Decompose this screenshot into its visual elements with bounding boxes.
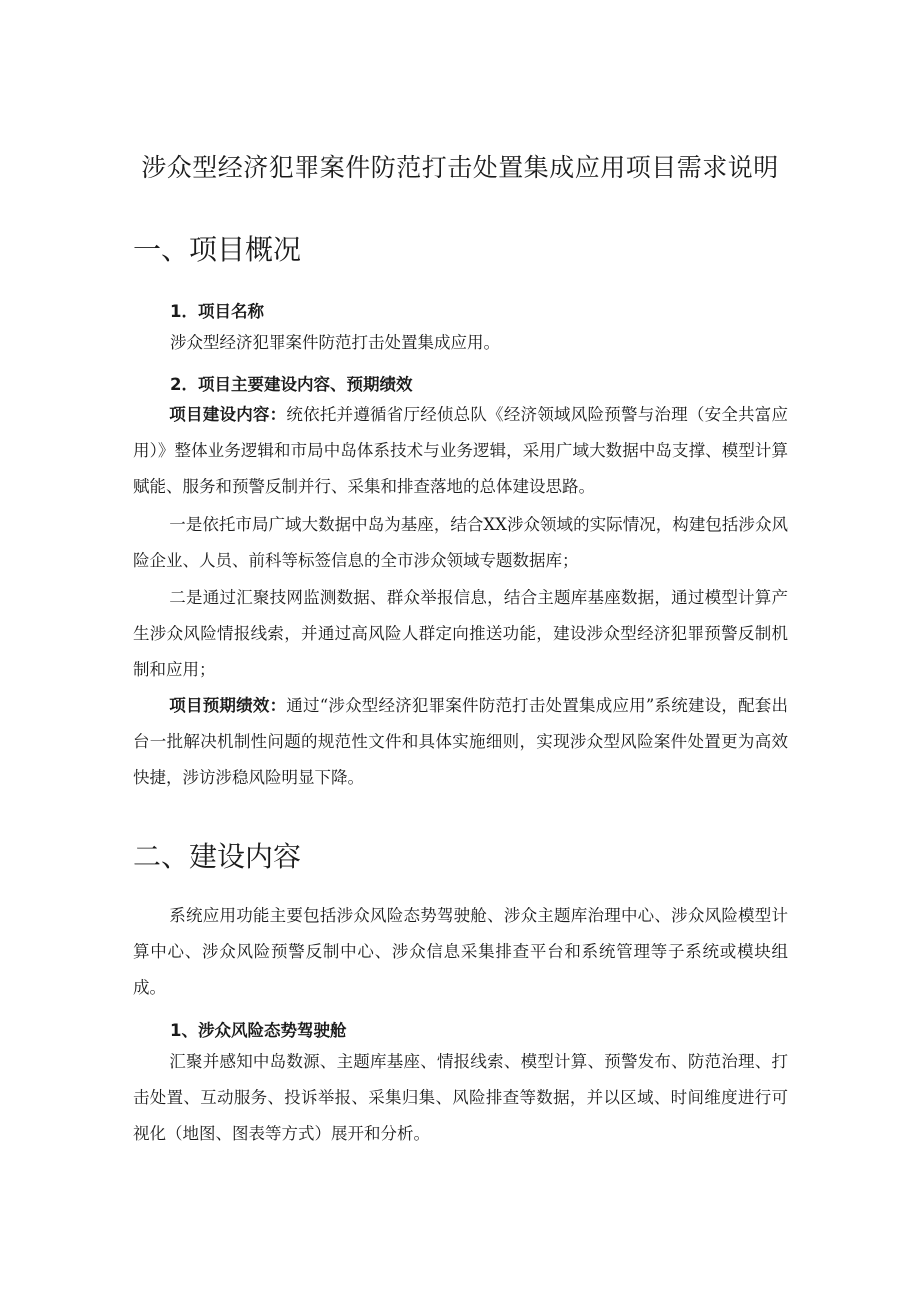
expected-performance-paragraph xyxy=(133,688,788,796)
expected-performance-label: 项目预期绩效： xyxy=(169,696,287,715)
item-heading-content-performance: 2．项目主要建设内容、预期绩效 xyxy=(170,375,413,394)
document-title: 涉众型经济犯罪案件防范打击处置集成应用项目需求说明 xyxy=(141,153,779,182)
section-heading-overview: 一、项目概况 xyxy=(133,233,302,266)
construction-content-label: 项目建设内容： xyxy=(169,405,287,424)
construction-content-text: 统依托并遵循省厅经侦总队《经济领域风险预警与治理（安全共富应用）》整体业务逻辑和市局中岛体系技术与业务逻辑，采用广域大数据中岛支撑、模型计算赋能、服务和预警反制并行、采集和排查落地的总体建设思路。 xyxy=(133,405,789,496)
project-name-text: 涉众型经济犯罪案件防范打击处置集成应用。 xyxy=(170,333,500,352)
construction-content-paragraph xyxy=(133,397,788,505)
cockpit-description-paragraph: 汇聚并感知中岛数源、主题库基座、情报线索、模型计算、预警发布、防范治理、打击处置、互动服务、投诉举报、采集归集、风险排查等数据，并以区域、时间维度进行可视化（地图、图表等方式）展开和分析。 xyxy=(133,1052,788,1143)
point-two-paragraph: 二是通过汇聚技网监测数据、群众举报信息，结合主题库基座数据，通过模型计算产生涉众风险情报线索，并通过高风险人群定向推送功能，建设涉众型经济犯罪预警反制机制和应用； xyxy=(133,588,788,679)
expected-performance-text: 通过“涉众型经济犯罪案件防范打击处置集成应用”系统建设，配套出台一批解决机制性问题的规范性文件和具体实施细则，实现涉众型风险案件处置更为高效快捷，涉访涉稳风险明显下降。 xyxy=(133,696,788,787)
section-heading-construction: 二、建设内容 xyxy=(133,840,302,873)
system-intro-paragraph: 系统应用功能主要包括涉众风险态势驾驶舱、涉众主题库治理中心、涉众风险模型计算中心、涉众风险预警反制中心、涉众信息采集排查平台和系统管理等子系统或模块组成。 xyxy=(133,906,788,997)
item-heading-cockpit: 1、涉众风险态势驾驶舱 xyxy=(170,1021,347,1040)
item-heading-project-name: 1．项目名称 xyxy=(170,302,264,321)
point-one-paragraph: 一是依托市局广域大数据中岛为基座，结合XX涉众领域的实际情况，构建包括涉众风险企业、人员、前科等标签信息的全市涉众领域专题数据库； xyxy=(133,515,788,570)
